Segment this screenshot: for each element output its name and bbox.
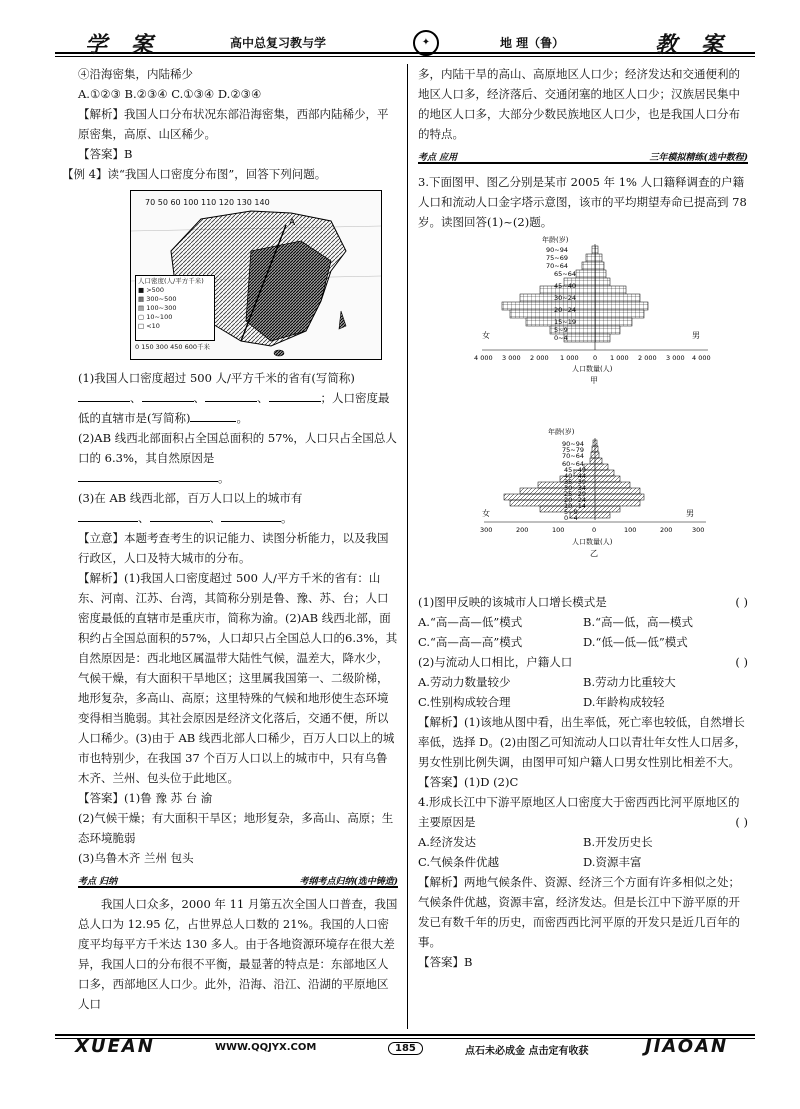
question-2: (2)AB 线西北部面积占全国总面积的 57%，人口只占全国总人口的 6.3%，其自然原因是 [78, 431, 397, 465]
svg-text:75~79: 75~79 [562, 446, 584, 454]
svg-text:4 000: 4 000 [692, 354, 711, 362]
option-line: ④沿海密集，内陆稀少 [78, 67, 193, 81]
map-ticks: 70 50 60 100 110 120 130 140 [145, 198, 270, 207]
summary-continued: 多，内陆干旱的高山、高原地区人口少；经济发达和交通便利的地区人口多，经济落后、交通闭塞的地区人口少；汉族居民集中的地区人口多，大部分少数民族地区人口少，也是我国人口分布的特点。 [418, 67, 740, 141]
legend-item: 300~500 [146, 295, 177, 303]
svg-text:3 000: 3 000 [502, 354, 521, 362]
svg-text:人口数量(人): 人口数量(人) [572, 538, 613, 546]
svg-text:75~69: 75~69 [546, 254, 568, 262]
pyramid-a-graphic [474, 232, 711, 402]
legend-item: >500 [146, 286, 165, 294]
question-1a: (1)我国人口密度超过 500 人/平方千米的省有(写简称) [78, 371, 355, 385]
answer-2a: 【答案】(1)鲁 豫 苏 台 渝 [78, 791, 213, 805]
svg-text:1 000: 1 000 [560, 354, 579, 362]
pyramid-a-ylabel: 年龄(岁) [542, 236, 569, 244]
svg-text:5~9: 5~9 [564, 508, 578, 516]
svg-text:女: 女 [482, 509, 490, 518]
svg-text:0~4: 0~4 [564, 514, 578, 522]
svg-text:5~9: 5~9 [554, 326, 568, 334]
header-brand-right: 教 案 [655, 33, 731, 58]
answer-4: 【答案】B [418, 955, 473, 969]
svg-text:0: 0 [593, 354, 598, 362]
question-4: 4.形成长江中下游平原地区人口密度大于密西西比河平原地区的主要原因是 ( ) [418, 795, 748, 829]
map-legend: 人口密度(人/平方千米) ■ >500 ▦ 300~500 ▤ 100~300 ▢ 10~100 □ <10 [135, 275, 215, 341]
answer-3: 【答案】(1)D (2)C [418, 775, 519, 789]
svg-text:女: 女 [482, 331, 490, 340]
summary-paragraph: 我国人口众多，2000 年 11 月第五次全国人口普查，我国总人口为 12.95 亿，占世界总人口数的 21%。我国的人口密度平均每平方千米达 130 多人。由于各地资源环境存在很大差异，我国人口的分布很不平衡，最显著的特点是：东部地区人口多，西部地区人口少。此外，沿海、沿江、沿湖的平原地区人口 [78, 897, 398, 1011]
svg-text:20~24: 20~24 [564, 496, 586, 504]
svg-text:70~64: 70~64 [546, 262, 568, 270]
svg-text:20~24: 20~24 [554, 306, 576, 314]
question-4-options: A.经济发达 B.开发历史长 [418, 835, 653, 849]
population-pyramid-a [474, 232, 711, 402]
svg-text:年龄(岁): 年龄(岁) [548, 428, 575, 436]
svg-text:70~64: 70~64 [562, 452, 584, 460]
svg-text:1 000: 1 000 [610, 354, 629, 362]
svg-text:10~14: 10~14 [564, 502, 586, 510]
svg-text:2 000: 2 000 [638, 354, 657, 362]
svg-text:35~39: 35~39 [564, 478, 586, 486]
svg-text:0: 0 [592, 526, 597, 534]
svg-text:甲: 甲 [590, 376, 598, 385]
section-note: 考纲考点归纳(选中铸造) [299, 877, 398, 887]
section-bar-application [418, 148, 748, 164]
column-divider [407, 64, 408, 1029]
sub-question-1: (1)图甲反映的该城市人口增长模式是 ( ) [418, 595, 748, 609]
question-1b: ；人口密度最低的直辖市是(写简称) [78, 391, 390, 425]
sub-question-2: (2)与流动人口相比，户籍人口 ( ) [418, 655, 748, 669]
svg-text:90~94: 90~94 [562, 440, 584, 448]
footer-slogan: 点石未必成金 点击定有收获 [465, 1046, 589, 1057]
svg-text:30~34: 30~34 [564, 484, 586, 492]
svg-text:200: 200 [660, 526, 673, 534]
analysis-4: 【解析】两地气候条件、资源、经济三个方面有许多相似之处；气候条件优越，资源丰富，经济发达。但是长江中下游平原的开发已有数千年的历史，而密西西比河平原的开发只是近几百年的事。 [418, 875, 740, 949]
map-scale: 0 150 300 450 600千米 [135, 343, 211, 351]
sub-question-2-options: A.劳动力数量较少 B.劳动力比重较大 [418, 675, 676, 689]
legend-title: 人口密度(人/平方千米) [138, 277, 204, 285]
analysis-3: 【解析】(1)该地从图中看，出生率低，死亡率也较低，自然增长率低，选择 D。(2)由图乙可知流动人口以青壮年女性人口居多，男女性别比例失调，由图甲可知户籍人口男女性别比相差不大。 [418, 715, 747, 769]
svg-text:男: 男 [692, 331, 700, 340]
svg-text:100: 100 [624, 526, 637, 534]
legend-item: 10~100 [146, 313, 173, 321]
page-number: 185 [388, 1042, 423, 1055]
svg-text:2 000: 2 000 [530, 354, 549, 362]
analysis: 【解析】我国人口分布状况东部沿海密集，西部内陆稀少，平原密集，高原、山区稀少。 [78, 107, 389, 141]
footer-brand-right: JIAOAN [645, 1036, 729, 1057]
map-point-label: A [289, 218, 296, 228]
svg-text:25~29: 25~29 [564, 490, 586, 498]
footer-url: WWW.QQJYX.COM [215, 1042, 317, 1053]
pyramid-b-graphic [480, 424, 710, 596]
section-label: 考点 应用 [418, 153, 458, 163]
legend-item: 100~300 [146, 304, 177, 312]
answer: 【答案】B [78, 147, 133, 161]
svg-text:3 000: 3 000 [666, 354, 685, 362]
svg-text:30~24: 30~24 [554, 294, 576, 302]
header-brand-left: 学 案 [85, 33, 161, 58]
page-footer [55, 1034, 755, 1064]
analysis-2: 【解析】(1)我国人口密度超过 500 人/平方千米的省有：山东、河南、江苏、台湾，其简称分别是鲁、豫、苏、台；人口密度最低的直辖市是重庆市，简称为渝。(2)AB 线西北部，面积约占全国总面积的57%，人口却只占全国总人口的6.3%，其自然原因是：西北地区属温带大陆性气候，温差大，降水少，气候干燥，有大面积干旱地区；这里属我国第一、二级阶梯，地形复杂，多高山、高原；这里特殊的气候和地形使生态环境变得相当脆弱。其社会原因是经济文化落后，交通不便，所以人口稀少。(3)由于 AB 线西北部人口稀少，百万人口以上的城市也特别少，在我国 37 个百万人口以上的城市中，只有乌鲁木齐、兰州、包头位于此地区。 [78, 571, 398, 785]
population-pyramid-b [480, 424, 710, 596]
svg-text:乙: 乙 [590, 549, 598, 558]
svg-text:45~40: 45~40 [554, 282, 576, 290]
sub-question-1-options: A.“高—高—低”模式 B.“高—低，高—模式 [418, 615, 693, 629]
svg-text:40~44: 40~44 [564, 472, 586, 480]
svg-text:300: 300 [692, 526, 705, 534]
section-bar-summary [78, 872, 398, 888]
header-middle: 高中总复习教与学 [230, 36, 327, 50]
options: A.①②③ B.②③④ C.①③④ D.②③④ [78, 87, 262, 101]
svg-text:300: 300 [480, 526, 493, 534]
svg-text:4 000: 4 000 [474, 354, 493, 362]
intent: 【立意】本题考查考生的识记能力、读图分析能力，以及我国行政区，人口及特大城市的分布。 [78, 531, 389, 565]
legend-item: <10 [146, 322, 160, 330]
example-title: 【例 4】读“我国人口密度分布图”，回答下列问题。 [62, 167, 327, 181]
section-label: 考点 归纳 [78, 877, 118, 887]
header-subject: 地 理（鲁） [500, 36, 565, 50]
svg-text:200: 200 [516, 526, 529, 534]
svg-text:60~64: 60~64 [562, 460, 584, 468]
svg-text:65~64: 65~64 [554, 270, 576, 278]
left-column: ④沿海密集，内陆稀少 A.①②③ B.②③④ C.①③④ D.②③④ 【解析】我国人口分布状况东部沿海密集，西部内陆稀少，平原密集，高原、山区稀少。 【答案】B 【例 4】读“我国人口密度分布图”，回答下列问题。 70 50 60 100 110 120 130 140 A 人口密度(人/平方千米) ■ >500 ▦ 300~500 ▤ 100~300 ▢ 10~100 □ <10 0 150 300 450 600千米 (1)我国人口密度超过 500 人/平方千米的省有(写简称) 、 、 、 ；人口密度最低的直辖市是(写简称) 。 (2)AB 线西北部面积占全国总面积的 57%，人口只占全国总人口的 6.3%，其自然原因是 。 (3)在 AB 线西北部，百万人口以上的城市有 、 、 。 【立意】本题考查考生的识记能力、读图分析能力，以及我国行政区，人口及特大城市的分布。 【解析】(1)我国人口密度超过 500 人/平方千米的省有：山东、河南、江苏、台湾，其简称分别是鲁、豫、苏、台；人口密度最低的直辖市是重庆市，简称为渝。(2)AB 线西北部，面积约占全国总面积的57%，人口却只占全国总人口的6.3%，其自然原因是：西北地区属温带大陆性气候，温差大，降水少，气候干燥，有大面积干旱地区；这里属我国第一、二级阶梯，地形复杂，多高山、高原；这里特殊的气候和地形使生态环境变得相当脆弱。其社会原因是经济文化落后，交通不便，所以人口稀少。(3)由于 AB 线西北部人口稀少，百万人口以上的城市也特别少，在我国 37 个百万人口以上的城市中，只有乌鲁木齐、兰州、包头位于此地区。 【答案】(1)鲁 豫 苏 台 渝 (2)气候干燥；有大面积干旱区；地形复杂，多高山、高原；生态环境脆弱 (3)乌鲁木齐 兰州 包头 考点 归纳 考纲考点归纳(选中铸造) 我国人口众多，2000 年 11 月第五次全国人口普查，我国总人口为 12.95 亿，占世界总人口数的 21%。我国的人口密度平均每平方千米达 130 多人。由于各地资源环境存在很大差异，我国人口的分布很不平衡，最显著的特点是：东部地区人口多，西部地区人口少。此外，沿海、沿江、沿湖的平原地区人口 [78, 64, 398, 1014]
footer-brand-left: XUEAN [75, 1036, 155, 1057]
section-note: 三年模拟精练(选中数程) [649, 153, 748, 163]
svg-text:15~19: 15~19 [554, 318, 576, 326]
question-3: (3)在 AB 线西北部，百万人口以上的城市有 [78, 491, 303, 505]
svg-text:0~4: 0~4 [554, 334, 568, 342]
question-3-stem: 3.下面图甲、图乙分别是某市 2005 年 1% 人口籍释调查的户籍人口和流动人口金字塔示意图，该市的平均期望寿命已提高到 78 岁。读图回答(1)~(2)题。 [418, 175, 747, 229]
svg-text:90~94: 90~94 [546, 246, 568, 254]
emblem-icon: ✦ [413, 30, 439, 56]
svg-text:100: 100 [552, 526, 565, 534]
answer-2c: (3)乌鲁木齐 兰州 包头 [78, 851, 194, 865]
svg-text:45~49: 45~49 [564, 466, 586, 474]
svg-text:人口数量(人): 人口数量(人) [572, 365, 613, 373]
svg-text:男: 男 [686, 509, 694, 518]
right-column: 多，内陆干旱的高山、高原地区人口少；经济发达和交通便利的地区人口多，经济落后、交通闭塞的地区人口少；汉族居民集中的地区人口多，大部分少数民族地区人口少，也是我国人口分布的特点。 考点 应用 三年模拟精练(选中数程) 3.下面图甲、图乙分别是某市 2005 年 1% 人口籍释调查的户籍人口和流动人口金字塔示意图，该市的平均期望寿命已提高到 78 岁。读图回答(1)~(2)题。 年龄(岁) 90~94 75~69 70~64 65~64 45~40 30~24 20~24 15~19 5~9 0~4 女 男 4 000 3 000 2 000 1 000 0 1 000 2 000 3 000 4 000 人口数量(人) 甲 年龄(岁) 90~94 75~79 70~64 60~64 45~49 40~44 35~39 30~34 25~29 20~24 10~14 5~9 0~4 女 男 300 200 100 0 100 200 300 人口数量(人) 乙 (1)图甲反映的该城市人口增长模式是 ( ) A.“高—高—低”模式 B.“高—低，高—模式 C.“高—高—高”模式 D.“低—低—低”模式 (2)与流动人口相比，户籍人口 ( ) A.劳动力数量较少 B.劳动力比重较大 C.性别构成较合理 D.年龄构成较轻 【解析】(1)该地从图中看，出生率低，死亡率也较低，自然增长率低，选择 D。(2)由图乙可知流动人口以青壮年女性人口居多，男女性别比例失调，由图甲可知户籍人口男女性别比相差不大。 【答案】(1)D (2)C 4.形成长江中下游平原地区人口密度大于密西西比河平原地区的主要原因是 ( ) A.经济发达 B.开发历史长 C.气候条件优越 D.资源丰富 【解析】两地气候条件、资源、经济三个方面有许多相似之处；气候条件优越，资源丰富，经济发达。但是长江中下游平原的开发已有数千年的历史，而密西西比河平原的开发只是近几百年的事。 【答案】B [418, 64, 748, 972]
population-density-map [130, 190, 382, 360]
answer-2b: (2)气候干燥；有大面积干旱区；地形复杂，多高山、高原；生态环境脆弱 [78, 811, 394, 845]
